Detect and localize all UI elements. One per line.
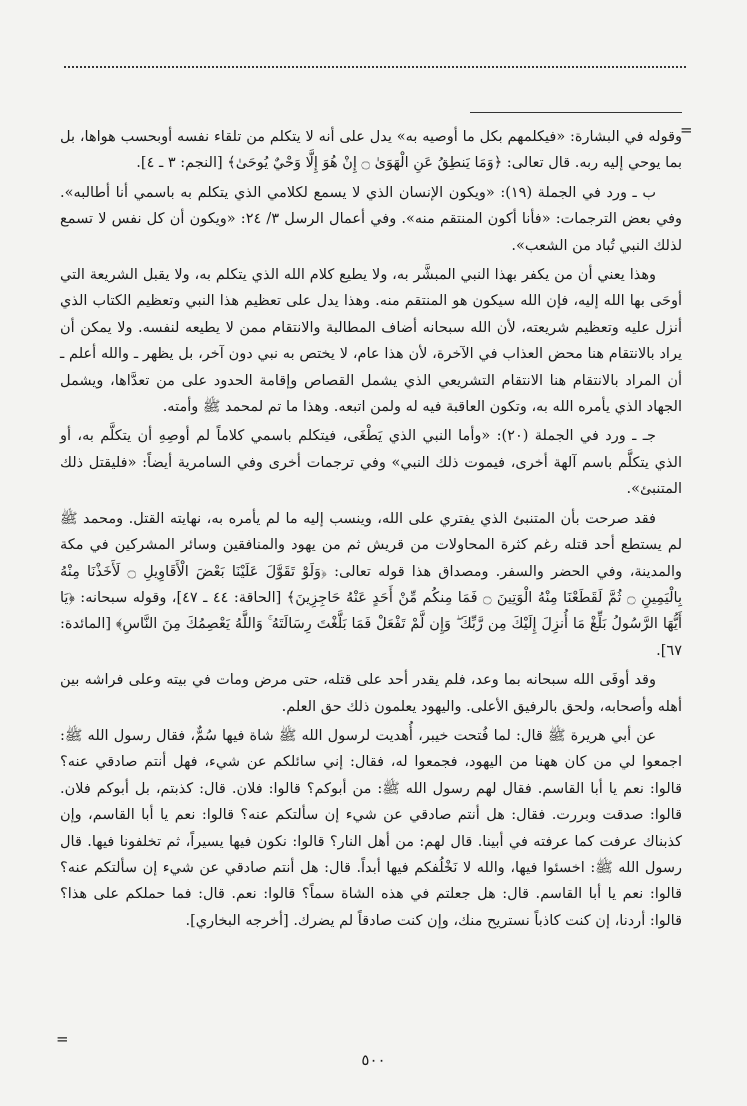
paragraph-3: وهذا يعني أن من يكفر بهذا النبي المبشَّر به، ولا يطيع كلام الله الذي يتكلم به، ولا يقبل الشريعة التي أوحَى بها الله إليه، فإن الله سيكون هو المنتقم منه. وهذا يدل على تعظيم هذا النبي وتعظيم الكتاب الذي أنزل عليه وتعظيم شريعته، لأن الله سبحانه أضاف المطالبة والانتقام ممن لا يطيعه لنفسه. ولا يمكن أن يراد بالانتقام هنا محض العذاب في الآخرة، لأن هذا عام، لا يختص به نبي دون آخر، بل يظهر ـ والله أعلم ـ أن المراد بالانتقام هنا الانتقام التشريعي الذي يشمل القصاص وإقامة الحدود على من تعدَّاها، ويشمل الجهاد الذي يأمره الله به، وتكون العاقبة فيه له ولمن اتبعه. وهذا ما تم لمحمد ﷺ وأمته. [60,267,682,416]
page-body [60,124,682,937]
dotted-separator [64,66,686,68]
page-number: ٥٠٠ [361,1051,386,1069]
short-rule [470,112,682,113]
paragraph-6: وقد أوفَى الله سبحانه بما وعد، فلم يقدر أحد على قتله، حتى مرض ومات في بيته وعلى فراشه بين أهله وأصحابه، ولحق بالرفيق الأعلى. واليهود يعلمون ذلك حق العلم. [60,672,682,715]
paragraph-2: ب ـ ورد في الجملة (١٩): «ويكون الإنسان الذي لا يسمع لكلامي الذي يتكلم به باسمي أنا أطالبه». وفي بعض الترجمات: «فأنا أكون المنتقم منه». وفي أعمال الرسل ٣/ ٢٤: «ويكون أن كل نفس لا تسمع لذلك النبي تُباد من الشعب». [60,184,683,254]
margin-marker-bottom: = [56,1030,69,1048]
paragraph-4: جـ ـ ورد في الجملة (٢٠): «وأما النبي الذي يَطْغَى، فيتكلم باسمي كلاماً لم أوصِهِ أن يتكلَّم به، أو الذي يتكلَّم باسم آلهة أخرى، فيموت ذلك النبي» وفي ترجمات أخرى وفي السامرية أيضاً: «فليقتل ذلك المتنبئ». [60,428,682,498]
paragraph-5: فقد صرحت بأن المتنبئ الذي يفتري على الله، وينسب إليه ما لم يأمره به، نهايته القتل. ومحمد ﷺ لم يستطع أحد قتله رغم كثرة المحاولات من قريش ثم من يهود والمنافقين وسائر المشركين في مكة والمدينة، وفي الحضر والسفر. ومصداق هذا قوله تعالى: ﴿وَلَوْ تَقَوَّلَ عَلَيْنَا بَعْضَ الْأَقَاوِيلِ ۝ لَأَخَذْنَا مِنْهُ بِالْيَمِينِ ۝ ثُمَّ لَقَطَعْنَا مِنْهُ الْوَتِينَ ۝ فَمَا مِنكُم مِّنْ أَحَدٍ عَنْهُ حَاجِزِينَ﴾ [الحاقة: ٤٤ ـ ٤٧]، وقوله سبحانه: ﴿يَا أَيُّهَا الرَّسُولُ بَلِّغْ مَا أُنزِلَ إِلَيْكَ مِن رَّبِّكَ ۖ وَإِن لَّمْ تَفْعَلْ فَمَا بَلَّغْتَ رِسَالَتَهُ ۚ وَاللَّهُ يَعْصِمُكَ مِنَ النَّاسِ﴾ [المائدة: ٦٧]. [60,510,683,659]
margin-marker-top: = [680,121,693,139]
paragraph-1: وقوله في البشارة: «فيكلمهم بكل ما أوصيه به» يدل على أنه لا يتكلم من تلقاء نفسه أوبحسب هواها، بل بما يوحي إليه ربه. قال تعالى: ﴿وَمَا يَنطِقُ عَنِ الْهَوَىٰ ۝ إِنْ هُوَ إِلَّا وَحْيٌ يُوحَىٰ﴾ [النجم: ٣ ـ ٤]. [60,129,682,172]
paragraph-7: عن أبي هريرة ﷺ قال: لما فُتحت خيبر، أُهديت لرسول الله ﷺ شاة فيها سُمٌّ، فقال رسول الله ﷺ: اجمعوا لي من كان ههنا من اليهود، فجمعوا له، فقال: إني سائلكم عن شيء، فهل أنتم صادقي عنه؟ قالوا: نعم يا أبا القاسم. فقال لهم رسول الله ﷺ: من أبوكم؟ قالوا: فلان. قال: كذبتم، بل أبوكم فلان. قالوا: صدقت وبررت. فقال: هل أنتم صادقي عن شيء إن سألتكم عنه؟ قالوا: نعم يا أبا القاسم، وإن كذبناك عرفت كما عرفته في أبينا. قال لهم: من أهل النار؟ قالوا: نكون فيها يسيراً، ثم تخلفونا فيها. قال رسول الله ﷺ: اخسئوا فيها، والله لا نَخْلُفكم فيها أبداً. قال: هل أنتم صادقي عن شيء إن سألتكم عنه؟ قالوا: نعم يا أبا القاسم. قال: هل جعلتم في هذه الشاة سماً؟ قالوا: نعم. قال: فما حملكم على هذا؟ قالوا: أردنا، إن كنت كاذباً نستريح منك، وإن كنت صادقاً لم يضرك. [أخرجه البخاري]. [60,727,682,929]
